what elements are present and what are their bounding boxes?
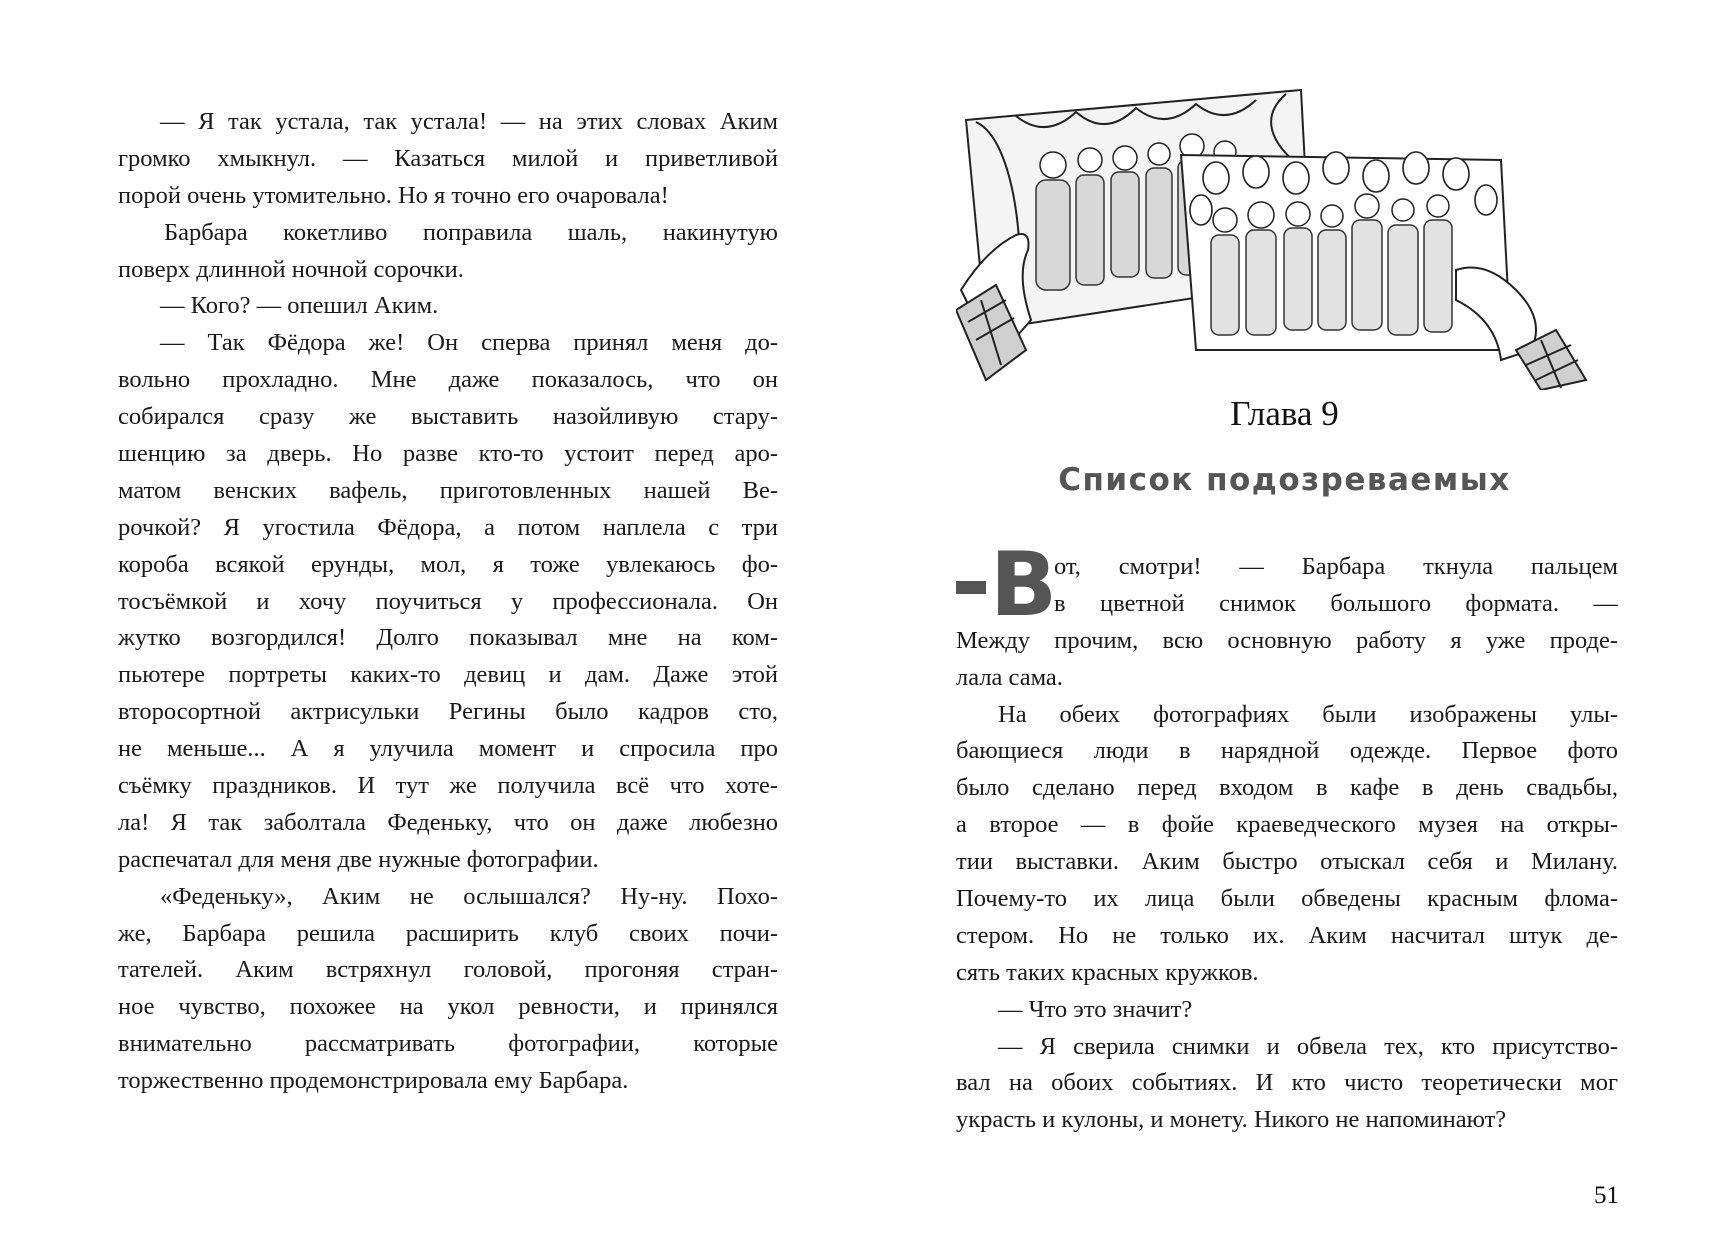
text-line: — Так Фёдора же! Он сперва принял меня до- <box>160 329 778 357</box>
front-photo <box>1181 152 1511 350</box>
chapter-number: Глава 9 <box>1230 394 1339 433</box>
text-line: Почему-то их лица были обведены красным флома- <box>956 885 1618 913</box>
text-line: матом венских вафель, приготовленных нашей Ве- <box>118 476 778 504</box>
text-line: не меньше... А я улучила момент и спросила про <box>118 735 778 763</box>
text-line: поверх длинной ночной сорочки. <box>118 255 464 283</box>
left-hand <box>956 234 1031 380</box>
left-page <box>0 0 856 1240</box>
text-line: было сделано перед входом в кафе в день свадьбы, <box>956 774 1618 802</box>
text-line: ное чувство, похожее на укол ревности, и принялся <box>118 993 778 1021</box>
text-line: — Я сверила снимки и обвела тех, кто присутство- <box>998 1032 1618 1060</box>
chapter-title: Список подозреваемых <box>1058 462 1511 498</box>
text-line: — Кого? — опешил Аким. <box>160 292 439 320</box>
text-line: тателей. Аким встряхнул головой, прогоняя стран- <box>118 956 778 984</box>
text-line: в цветной снимок большого формата. — <box>1054 589 1618 617</box>
text-line: рочкой? Я угостила Фёдора, а потом наплела с три <box>118 513 778 541</box>
text-line: пьютере портреты каких-то девиц и дам. Даже этой <box>118 661 778 689</box>
text-line: тосъёмкой и хочу поучиться у профессионала. Он <box>118 587 778 615</box>
text-line: вольно прохладно. Мне даже показалось, что он <box>118 366 778 394</box>
text-line: ла! Я так заболтала Феденьку, что он даже любезно <box>118 808 778 836</box>
text-line: а второе — в фойе краеведческого музея на откры- <box>956 811 1618 839</box>
text-line: бающиеся люди в нарядной одежде. Первое фото <box>956 737 1618 765</box>
text-line: внимательно рассматривать фотографии, которые <box>118 1030 778 1058</box>
text-line: громко хмыкнул. — Казаться милой и приветливой <box>118 144 778 172</box>
text-line: жутко возгордился! Долго показывал мне на ком- <box>118 624 778 652</box>
text-line: «Феденьку», Аким не ослышался? Ну-ну. Похо- <box>160 882 778 910</box>
text-line: — Что это значит? <box>998 995 1193 1023</box>
text-line: Барбара кокетливо поправила шаль, накинутую <box>164 218 778 246</box>
text-line: шенцию за дверь. Но разве кто-то устоит перед аро- <box>118 440 778 468</box>
text-line: короба всякой ерунды, мол, я тоже увлекаюсь фо- <box>118 550 778 578</box>
text-line: — Я так устала, так устала! — на этих словах Аким <box>160 108 778 135</box>
text-line: На обеих фотографиях были изображены улы- <box>998 700 1618 728</box>
text-line: вал на обоих событиях. И кто чисто теоретически мог <box>956 1069 1618 1097</box>
text-line: съёмку праздников. И тут же получила всё что хоте- <box>118 772 778 800</box>
text-line: Между прочим, всю основную работу я уже проде- <box>956 626 1618 654</box>
right-page <box>856 0 1713 1240</box>
drop-cap-letter: В <box>990 533 1058 636</box>
text-line: тии выставки. Аким быстро отыскал себя и Милану. <box>956 848 1618 876</box>
text-line: от, смотри! — Барбара ткнула пальцем <box>1054 553 1618 580</box>
left-page-text <box>118 104 778 1100</box>
text-line: распечатал для меня две нужные фотографии. <box>118 845 599 873</box>
text-line: же, Барбара решила расширить клуб своих почи- <box>118 919 778 947</box>
right-page-text <box>956 533 1618 1139</box>
text-line: торжественно продемонстрировала ему Барбара. <box>118 1067 629 1095</box>
text-line: сять таких красных кружков. <box>956 958 1259 986</box>
text-line: второсортной актрисульки Регины было кадров сто, <box>118 698 778 726</box>
photos-in-hands-illustration <box>956 60 1596 390</box>
text-line: порой очень утомительно. Но я точно его очаровала! <box>118 181 669 209</box>
text-line: собирался сразу же выставить назойливую стару- <box>118 403 778 431</box>
page-number: 51 <box>1594 1182 1619 1209</box>
text-line: украсть и кулоны, и монету. Никого не напоминают? <box>956 1106 1507 1134</box>
text-line: стером. Но не только их. Аким насчитал штук де- <box>956 921 1618 949</box>
text-line: лала сама. <box>956 663 1063 691</box>
